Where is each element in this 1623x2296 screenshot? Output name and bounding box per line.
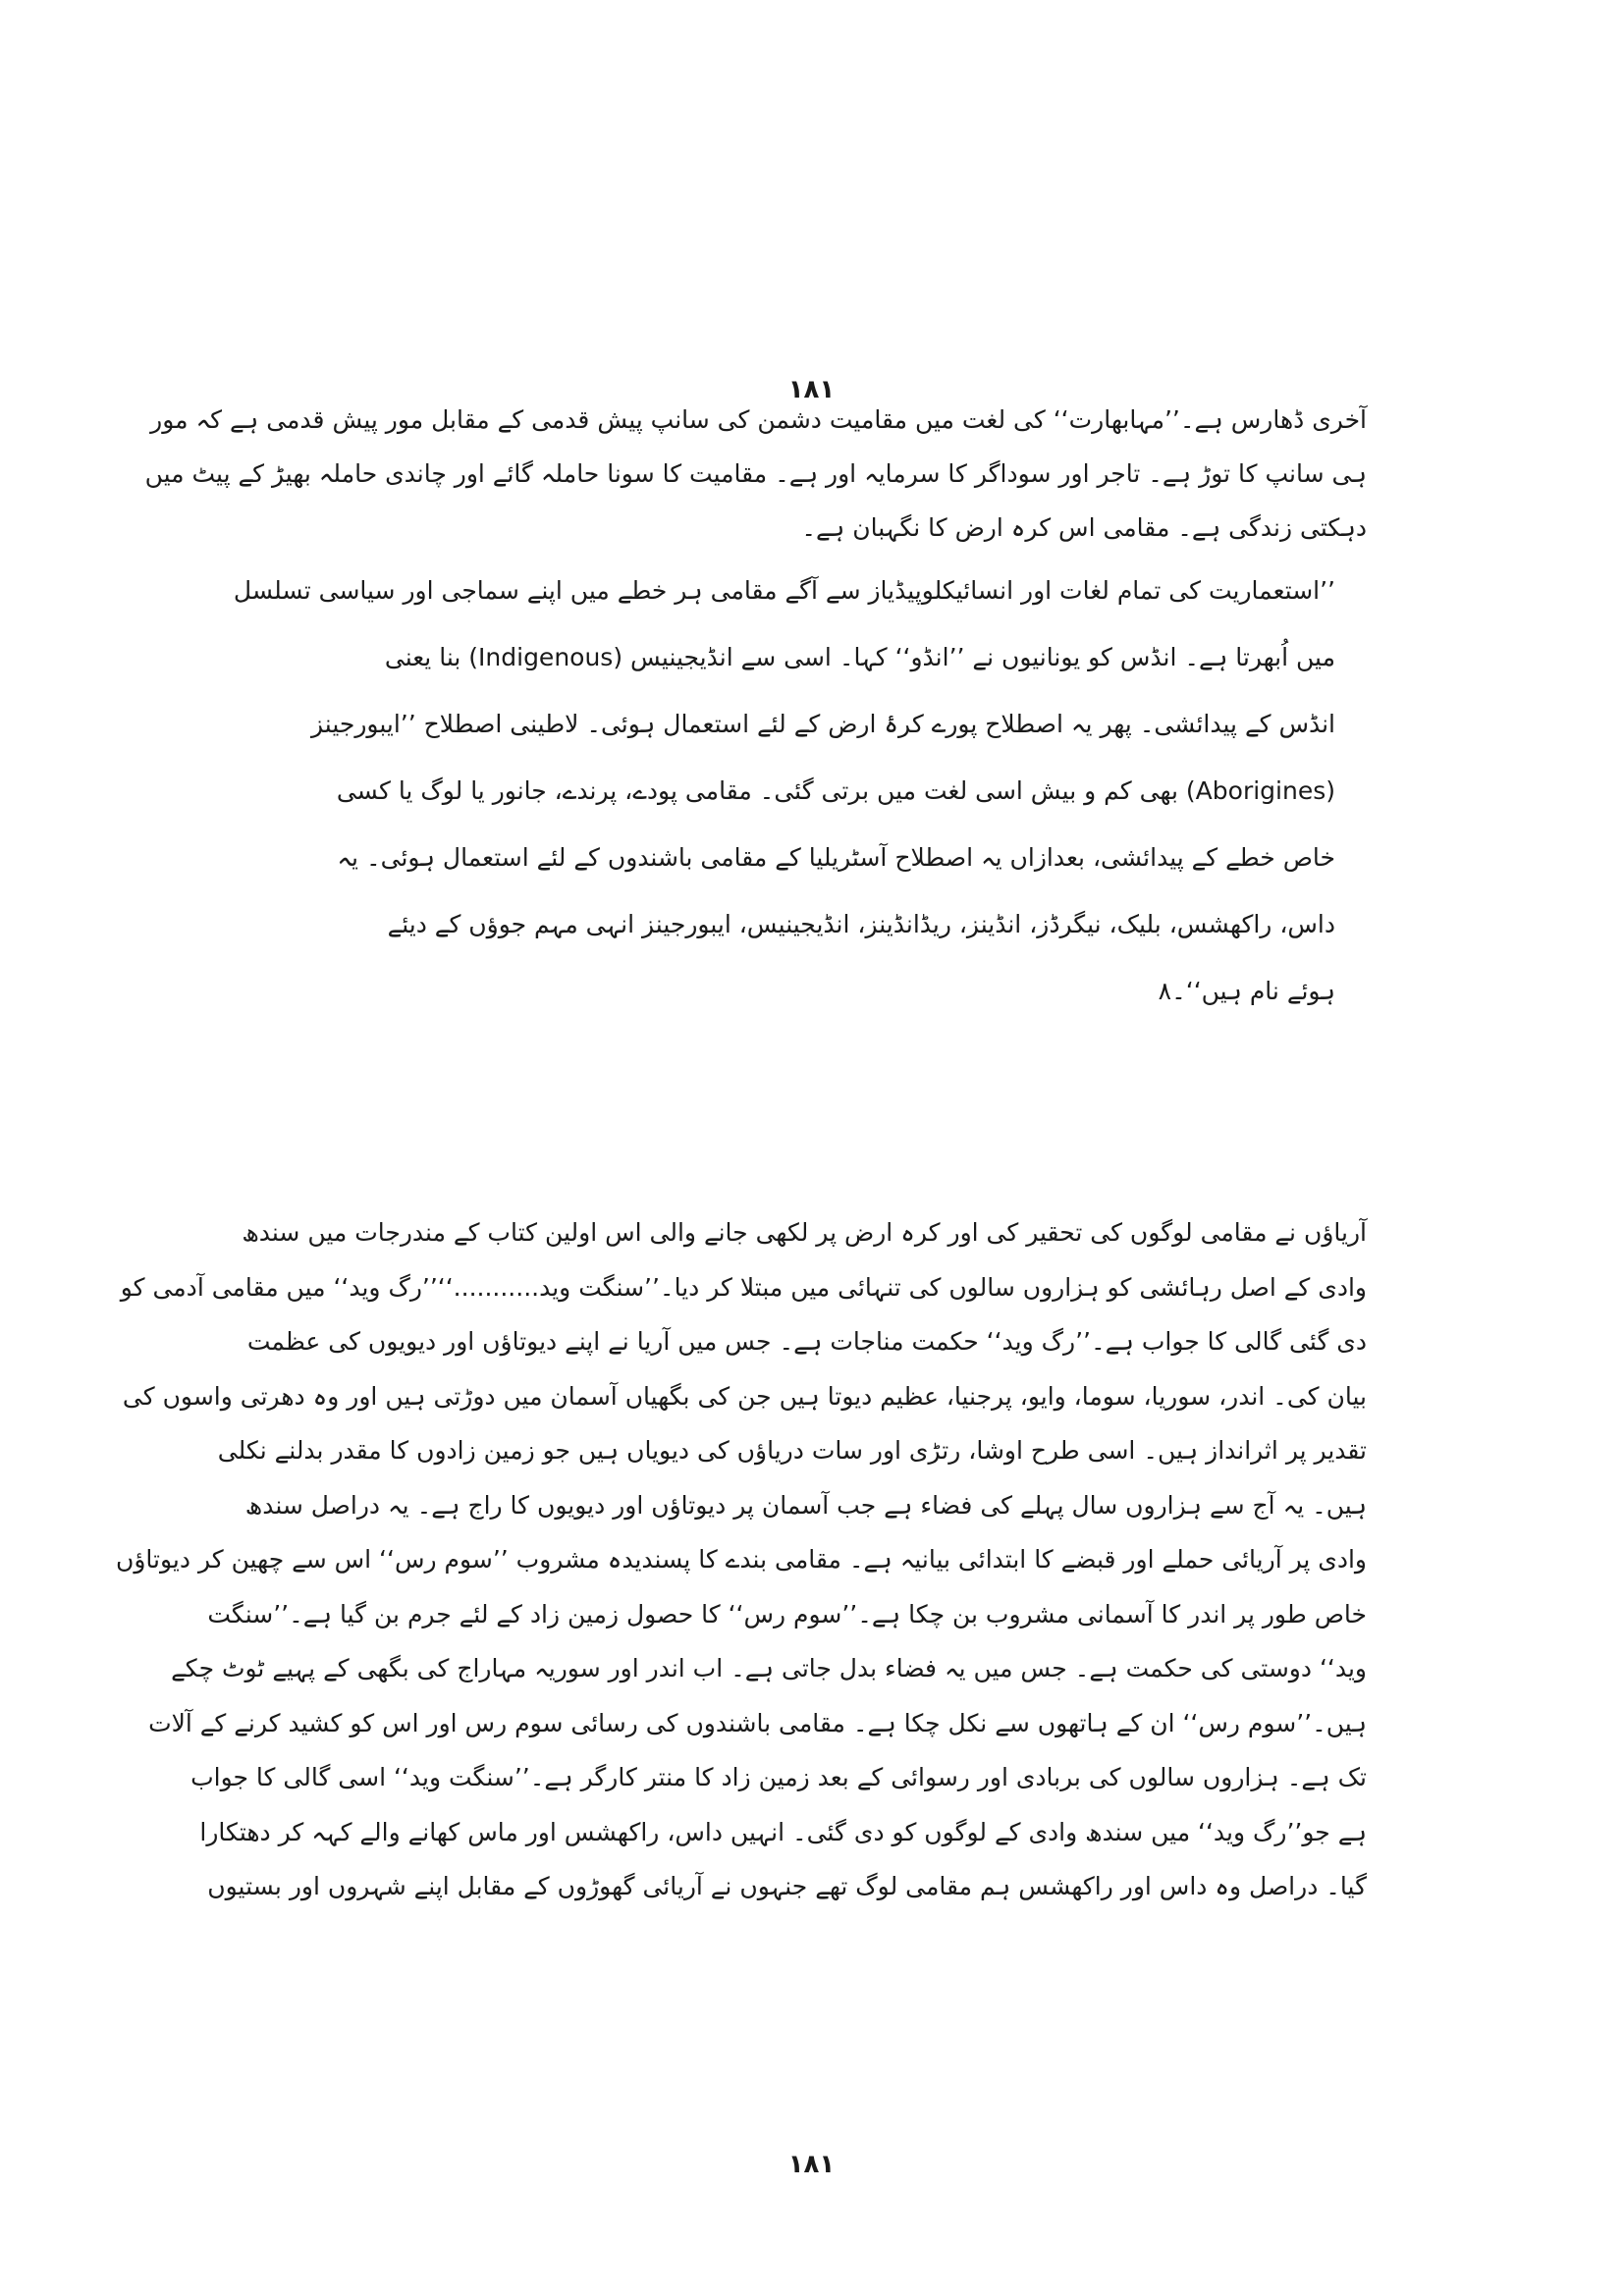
block-quote <box>233 558 1335 1025</box>
paragraph-line: آخری ڈھارس ہے۔’’مہابھارت‘‘ کی لغت میں مقامیت دشمن کی سانپ پیش قدمی کے مقابل مور پیش قدمی ہے کہ مور <box>150 405 1367 434</box>
paragraph-line: وادی کے اصل رہائشی کو ہزاروں سالوں کی تنہائی میں مبتلا کر دیا۔’’سنگت وید...........‘‘’’رگ وید‘‘ میں مقامی آدمی کو <box>120 1272 1367 1302</box>
paragraph-line: دہکتی زندگی ہے۔ مقامی اس کرہ ارض کا نگہبان ہے۔ <box>801 513 1367 542</box>
paragraph-line: گیا۔ دراصل وہ داس اور راکھشس ہم مقامی لوگ تھے جنہوں نے آریائی گھوڑوں کے مقابل اپنے شہروں اور بستیوں <box>207 1872 1367 1900</box>
paragraph-line: دی گئی گالی کا جواب ہے۔’’رگ وید‘‘ حکمت مناجات ہے۔ جس میں آریا نے اپنے دیوتاؤں اور دیویوں کی عظمت <box>246 1327 1367 1356</box>
quote-line: میں اُبھرتا ہے۔ انڈس کو یونانیوں نے ’’انڈو‘‘ کہا۔ اسی سے انڈیجینیس (Indigenous) بنا یعنی <box>384 643 1335 671</box>
paragraph-line: ہی سانپ کا توڑ ہے۔ تاجر اور سوداگر کا سرمایہ اور ہے۔ مقامیت کا سونا حاملہ گائے اور چاندی حاملہ بھیڑ کے پیٹ میں <box>144 459 1367 488</box>
paragraph-line: تک ہے۔ ہزاروں سالوں کی بربادی اور رسوائی کے بعد زمین زاد کا منتر کارگر ہے۔’’سنگت وید‘‘ اسی گالی کا جواب <box>190 1763 1367 1791</box>
paragraph-line: خاص طور پر اندر کا آسمانی مشروب بن چکا ہے۔’’سوم رس‘‘ کا حصول زمین زاد کے لئے جرم بن گیا ہے۔’’سنگت <box>207 1599 1367 1629</box>
quote-line: خاص خطے کے پیدائشی، بعدازاں یہ اصطلاح آسٹریلیا کے مقامی باشندوں کے لئے استعمال ہوئی۔ یہ <box>337 843 1335 872</box>
paragraph-line: تقدیر پر اثرانداز ہیں۔ اسی طرح اوشا، رتڑی اور سات دریاؤں کی دیویاں ہیں جو زمین زادوں کا مقدر بدلنے نکلی <box>217 1436 1367 1465</box>
page-number-top: ١٨١ <box>787 375 836 404</box>
quote-line: داس، راکھشس، بلیک، نیگرڈز، انڈینز، ریڈانڈینز، انڈیجینیس، ایبورجینز انہی مہم جوؤں کے دیئے <box>387 910 1335 938</box>
quote-line: (Aborigines) بھی کم و بیش اسی لغت میں برتی گئی۔ مقامی پودے، پرندے، جانور یا لوگ یا کسی <box>336 776 1335 805</box>
paragraph-1 <box>144 393 1367 555</box>
quote-line: انڈس کے پیدائشی۔ پھر یہ اصطلاح پورے کرۂ ارض کے لئے استعمال ہوئی۔ لاطینی اصطلاح ’’ایبورجینز <box>311 710 1335 738</box>
quote-line: ہوئے نام ہیں‘‘۔۸ <box>1158 977 1335 1005</box>
quote-line: ’’استعماریت کی تمام لغات اور انسائیکلوپیڈیاز سے آگے مقامی ہر خطے میں اپنے سماجی اور سیاسی تسلسل <box>233 576 1335 605</box>
paragraph-line: ہے جو’’رگ وید‘‘ میں سندھ وادی کے لوگوں کو دی گئی۔ انہیں داس، راکھشس اور ماس کھانے والے کہہ کر دھتکارا <box>199 1817 1367 1846</box>
paragraph-3 <box>116 1205 1367 1914</box>
paragraph-line: آریاؤں نے مقامی لوگوں کی تحقیر کی اور کرہ ارض پر لکھی جانے والی اس اولین کتاب کے مندرجات میں سندھ <box>242 1218 1367 1247</box>
paragraph-line: وید‘‘ دوستی کی حکمت ہے۔ جس میں یہ فضاء بدل جاتی ہے۔ اب اندر اور سوریہ مہاراج کی بگھی کے پہیے ٹوٹ چکے <box>171 1654 1367 1682</box>
paragraph-line: وادی پر آریائی حملے اور قبضے کا ابتدائی بیانیہ ہے۔ مقامی بندے کا پسندیدہ مشروب ’’سوم رس‘‘ اس سے چھین کر دیوتاؤں <box>116 1545 1367 1574</box>
page-number-bottom: ١٨١ <box>787 2150 836 2179</box>
paragraph-line: ہیں۔ یہ آج سے ہزاروں سال پہلے کی فضاء ہے جب آسمان پر دیوتاؤں اور دیویوں کا راج ہے۔ یہ دراصل سندھ <box>244 1490 1367 1520</box>
paragraph-line: بیان کی۔ اندر، سوریا، سوما، وایو، پرجنیا، عظیم دیوتا ہیں جن کی بگھیاں آسمان میں دوڑتی ہیں اور وہ دھرتی واسوں کی <box>122 1381 1367 1411</box>
paragraph-line: ہیں۔’’سوم رس‘‘ ان کے ہاتھوں سے نکل چکا ہے۔ مقامی باشندوں کی رسائی سوم رس اور اس کو کشید کرنے کے آلات <box>148 1708 1367 1737</box>
